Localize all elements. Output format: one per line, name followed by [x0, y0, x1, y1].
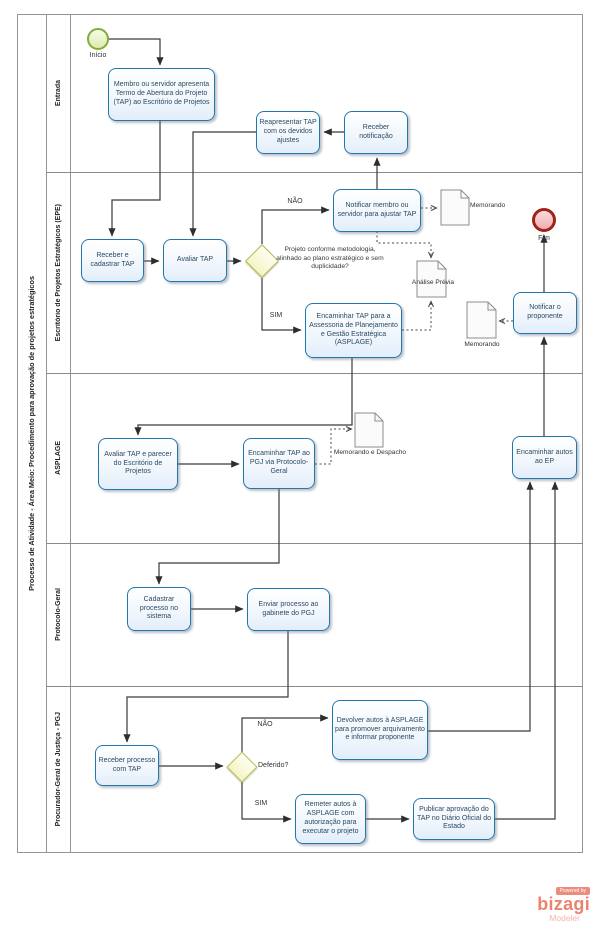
start-event-label: Início	[89, 52, 107, 59]
document-memorando-1-icon[interactable]	[441, 190, 469, 225]
task-receber-cadastrar-tap[interactable]	[81, 239, 144, 282]
lane-label: ASPLAGE	[54, 441, 62, 475]
lane-epe	[46, 172, 70, 373]
task-receber-processo-tap[interactable]	[95, 745, 159, 786]
flow-t15-to-t11	[428, 482, 530, 731]
task-label: Devolver autos à ASPLAGE para promover arquivamento e informar proponente	[335, 716, 425, 742]
task-label: Receber e cadastrar TAP	[90, 251, 135, 268]
document-memorando-2-icon[interactable]	[467, 302, 496, 338]
lane-pgj	[46, 686, 70, 853]
flow-t1-to-t4	[112, 121, 160, 236]
gateway-deferido-question: Deferido?	[258, 762, 289, 769]
flow-t10-to-t12	[159, 489, 279, 584]
bizagi-logo: bizagi	[537, 894, 590, 914]
end-event-label: Fim	[538, 235, 550, 242]
task-label: Publicar aprovação do TAP no Diário Oficial do Estado	[416, 805, 492, 831]
assoc-t7-to-analise-previa	[402, 302, 431, 330]
edge-label-nao-2: NÃO	[257, 721, 273, 728]
document-memorando-despacho-icon[interactable]	[355, 413, 383, 447]
task-label: Encaminhar TAP para a Assessoria de Planejamento e Gestão Estratégica (ASPLAGE)	[309, 312, 398, 347]
task-label: Enviar processo ao gabinete do PGJ	[258, 600, 319, 617]
task-avaliar-tap[interactable]	[163, 239, 227, 282]
start-event[interactable]	[87, 28, 109, 50]
task-enviar-processo-gabinete[interactable]	[247, 588, 330, 631]
task-encaminhar-tap-pgj[interactable]	[243, 438, 315, 489]
task-membro-apresenta-tap[interactable]	[108, 68, 215, 121]
task-label: Membro ou servidor apresenta Termo de Abertura do Projeto (TAP) ao Escritório de Projetos	[113, 81, 210, 106]
edge-label-sim-2: SIM	[254, 800, 268, 807]
task-receber-notificacao[interactable]	[344, 111, 408, 154]
flow-t17-to-t11	[495, 482, 555, 819]
powered-by-badge: Powered by	[556, 887, 590, 895]
pool-title-text: Processo de Atividade - Área Meio: Procedimento para aprovação de projetos estratégicos	[27, 276, 36, 591]
task-label: Receber notificação	[359, 123, 393, 140]
task-label: Avaliar TAP e parecer do Escritório de Projetos	[104, 450, 172, 476]
task-label: Notificar o proponente	[527, 304, 563, 320]
task-encaminhar-tap-asplage[interactable]	[305, 303, 402, 358]
task-reapresentar-tap[interactable]	[256, 111, 320, 154]
document-memorando-1-label: Memorando	[470, 202, 506, 209]
document-memorando-despacho-label: Memorando e Despacho	[333, 449, 407, 456]
edge-label-sim-1: SIM	[269, 312, 283, 319]
flow-t7-to-t9	[138, 358, 352, 435]
task-cadastrar-processo[interactable]	[127, 587, 191, 631]
modeler-label: Modeler	[549, 912, 580, 923]
flow-t2-to-t5	[193, 132, 256, 236]
task-remeter-autos-asplage[interactable]	[295, 794, 366, 844]
end-event[interactable]	[532, 208, 556, 232]
task-notificar-membro-ajustar[interactable]	[333, 189, 421, 232]
task-avaliar-tap-parecer[interactable]	[98, 438, 178, 490]
task-notificar-proponente[interactable]	[513, 292, 577, 334]
task-label: Receber processo com TAP	[98, 756, 156, 773]
assoc-t10-to-memorando-despacho	[315, 429, 351, 464]
task-publicar-aprovacao-tap[interactable]	[413, 798, 495, 840]
edge-label-nao-1: NÃO	[287, 198, 303, 205]
lane-protocolo-geral	[46, 543, 70, 686]
lane-entrada	[46, 14, 70, 172]
task-encaminhar-autos-ep[interactable]	[512, 436, 577, 479]
lane-label: Protocolo-Geral	[54, 588, 62, 641]
bizagi-footer	[537, 887, 590, 922]
task-label: Encaminhar autos ao EP	[516, 448, 573, 465]
lane-label: Escritório de Projetos Estratégicos (EPE)	[54, 203, 62, 342]
lane-label: Entrada	[54, 79, 62, 107]
task-label: Cadastrar processo no sistema	[139, 595, 179, 621]
task-label: Encaminhar TAP ao PGJ via Protocolo-Geral	[248, 450, 310, 475]
task-devolver-autos-asplage[interactable]	[332, 700, 428, 760]
task-label: Avaliar TAP	[176, 256, 214, 264]
document-memorando-2-label: Memorando	[464, 341, 500, 348]
lane-label: Procurador-Geral de Justiça - PGJ	[54, 712, 62, 827]
task-label: Remeter autos à ASPLAGE com autorização para executar o projeto	[302, 801, 359, 835]
lane-asplage	[46, 373, 70, 543]
gateway-conformidade-question: Projeto conforme metodologia, alinhado ao plano estratégico e sem duplicidade?	[276, 246, 384, 271]
pool-title	[17, 14, 46, 853]
flow-g1-nao-to-t6	[262, 210, 329, 244]
flow-g1-sim-to-t7	[262, 278, 301, 330]
task-label: Reapresentar TAP com os devidos ajustes	[259, 119, 317, 144]
task-label: Notificar membro ou servidor para ajustar TAP	[337, 201, 417, 218]
document-analise-previa-label: Análise Prévia	[411, 279, 455, 286]
